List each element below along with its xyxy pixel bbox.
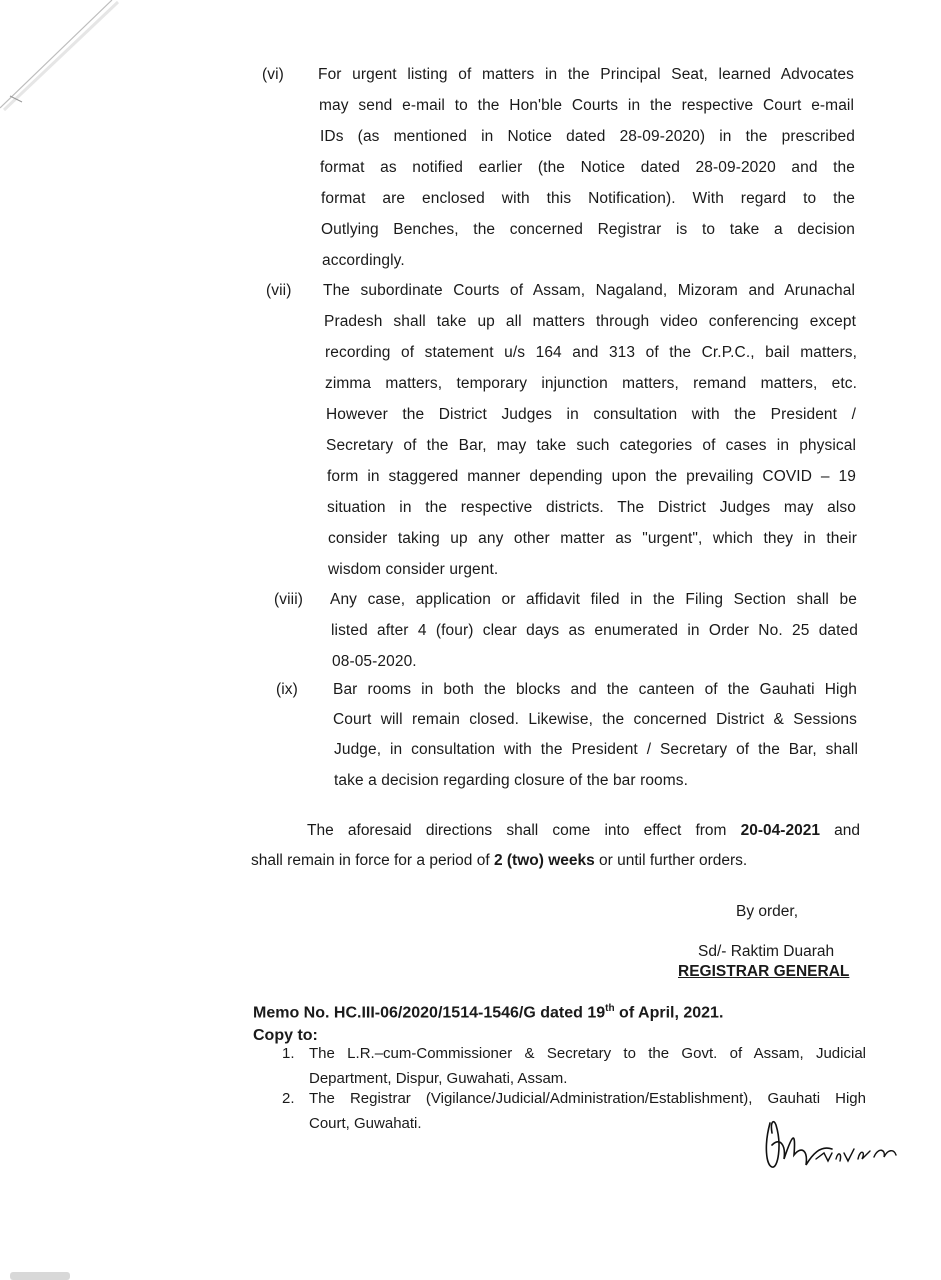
item-text-line: Judge, in consultation with the President / Secretary of the Bar, shall xyxy=(334,741,858,758)
item-number: (ix) xyxy=(276,681,298,698)
copy-text-line: Court, Guwahati. xyxy=(309,1115,422,1132)
copy-number: 2. xyxy=(282,1090,295,1107)
effect-paragraph-line-1 xyxy=(307,822,860,840)
item-text-line: However the District Judges in consultation with the President / xyxy=(326,406,856,423)
item-text-line: Outlying Benches, the concerned Registrar is to take a decision xyxy=(321,221,855,238)
scan-corner-mark xyxy=(10,1272,70,1280)
item-text-line: form in staggered manner depending upon the prevailing COVID – 19 xyxy=(327,468,856,485)
item-text-line: IDs (as mentioned in Notice dated 28-09-2020) in the prescribed xyxy=(320,128,855,145)
list-item-ix xyxy=(276,681,860,801)
item-text-line: wisdom consider urgent. xyxy=(328,561,499,578)
list-item-vii xyxy=(266,282,860,587)
item-text-line: format are enclosed with this Notification). With regard to the xyxy=(321,190,855,207)
signed-name: Sd/- Raktim Duarah xyxy=(698,943,835,960)
handwritten-initials xyxy=(762,1115,902,1175)
item-text-line: Court will remain closed. Likewise, the concerned District & Sessions xyxy=(333,711,857,728)
memo-text: of April, 2021. xyxy=(614,1004,724,1022)
effect-text: The aforesaid directions shall come into effect from xyxy=(307,822,741,839)
item-text-line: take a decision regarding closure of the bar rooms. xyxy=(334,772,689,789)
item-text-line: For urgent listing of matters in the Principal Seat, learned Advocates xyxy=(318,66,854,83)
by-order-text: By order, xyxy=(736,903,799,920)
item-text-line: Pradesh shall take up all matters through video conferencing except xyxy=(324,313,856,330)
copy-text-line: The Registrar (Vigilance/Judicial/Administration/Establishment), Gauhati High xyxy=(309,1090,866,1107)
item-text-line: Bar rooms in both the blocks and the canteen of the Gauhati High xyxy=(333,681,857,698)
effect-text: or until further orders. xyxy=(594,852,748,869)
effect-text: shall remain in force for a period of xyxy=(251,852,494,869)
effect-date: 20-04-2021 xyxy=(740,822,820,839)
effect-period: 2 (two) weeks xyxy=(493,852,595,869)
item-number: (vii) xyxy=(266,282,292,299)
item-text-line: accordingly. xyxy=(322,252,405,269)
effect-text: and xyxy=(819,822,860,839)
item-text-line: Any case, application or affidavit filed in the Filing Section shall be xyxy=(330,591,857,608)
copy-text-line: Department, Dispur, Guwahati, Assam. xyxy=(309,1070,568,1087)
effect-paragraph-line-2 xyxy=(251,852,747,870)
copy-to-label: Copy to: xyxy=(253,1027,318,1044)
item-text-line: recording of statement u/s 164 and 313 of the Cr.P.C., bail matters, xyxy=(325,344,857,361)
item-text-line: Secretary of the Bar, may take such categories of cases in physical xyxy=(326,437,856,454)
list-item-viii xyxy=(274,591,860,681)
memo-text: Memo No. HC.III-06/2020/1514-1546/G dated 19 xyxy=(253,1004,606,1022)
copy-text-line: The L.R.–cum-Commissioner & Secretary to the Govt. of Assam, Judicial xyxy=(309,1045,866,1062)
item-text-line: consider taking up any other matter as "urgent", which they in their xyxy=(328,530,857,547)
copy-item-1 xyxy=(282,1045,867,1090)
item-text-line: listed after 4 (four) clear days as enumerated in Order No. 25 dated xyxy=(331,622,858,639)
item-text-line: zimma matters, temporary injunction matters, remand matters, etc. xyxy=(325,375,857,392)
list-item-vi xyxy=(262,66,857,281)
item-text-line: may send e-mail to the Hon'ble Courts in the respective Court e-mail xyxy=(319,97,854,114)
copy-number: 1. xyxy=(282,1045,295,1062)
memo-superscript: th xyxy=(605,1003,615,1014)
item-text-line: format as notified earlier (the Notice dated 28-09-2020 and the xyxy=(320,159,855,176)
item-text-line: 08-05-2020. xyxy=(332,653,417,670)
item-text-line: situation in the respective districts. The District Judges may also xyxy=(327,499,856,516)
item-text-line: The subordinate Courts of Assam, Nagaland, Mizoram and Arunachal xyxy=(323,282,855,299)
item-number: (vi) xyxy=(262,66,284,83)
item-number: (viii) xyxy=(274,591,304,608)
page-fold-mark xyxy=(0,0,160,130)
designation: REGISTRAR GENERAL xyxy=(678,963,850,980)
memo-number xyxy=(253,1003,723,1022)
